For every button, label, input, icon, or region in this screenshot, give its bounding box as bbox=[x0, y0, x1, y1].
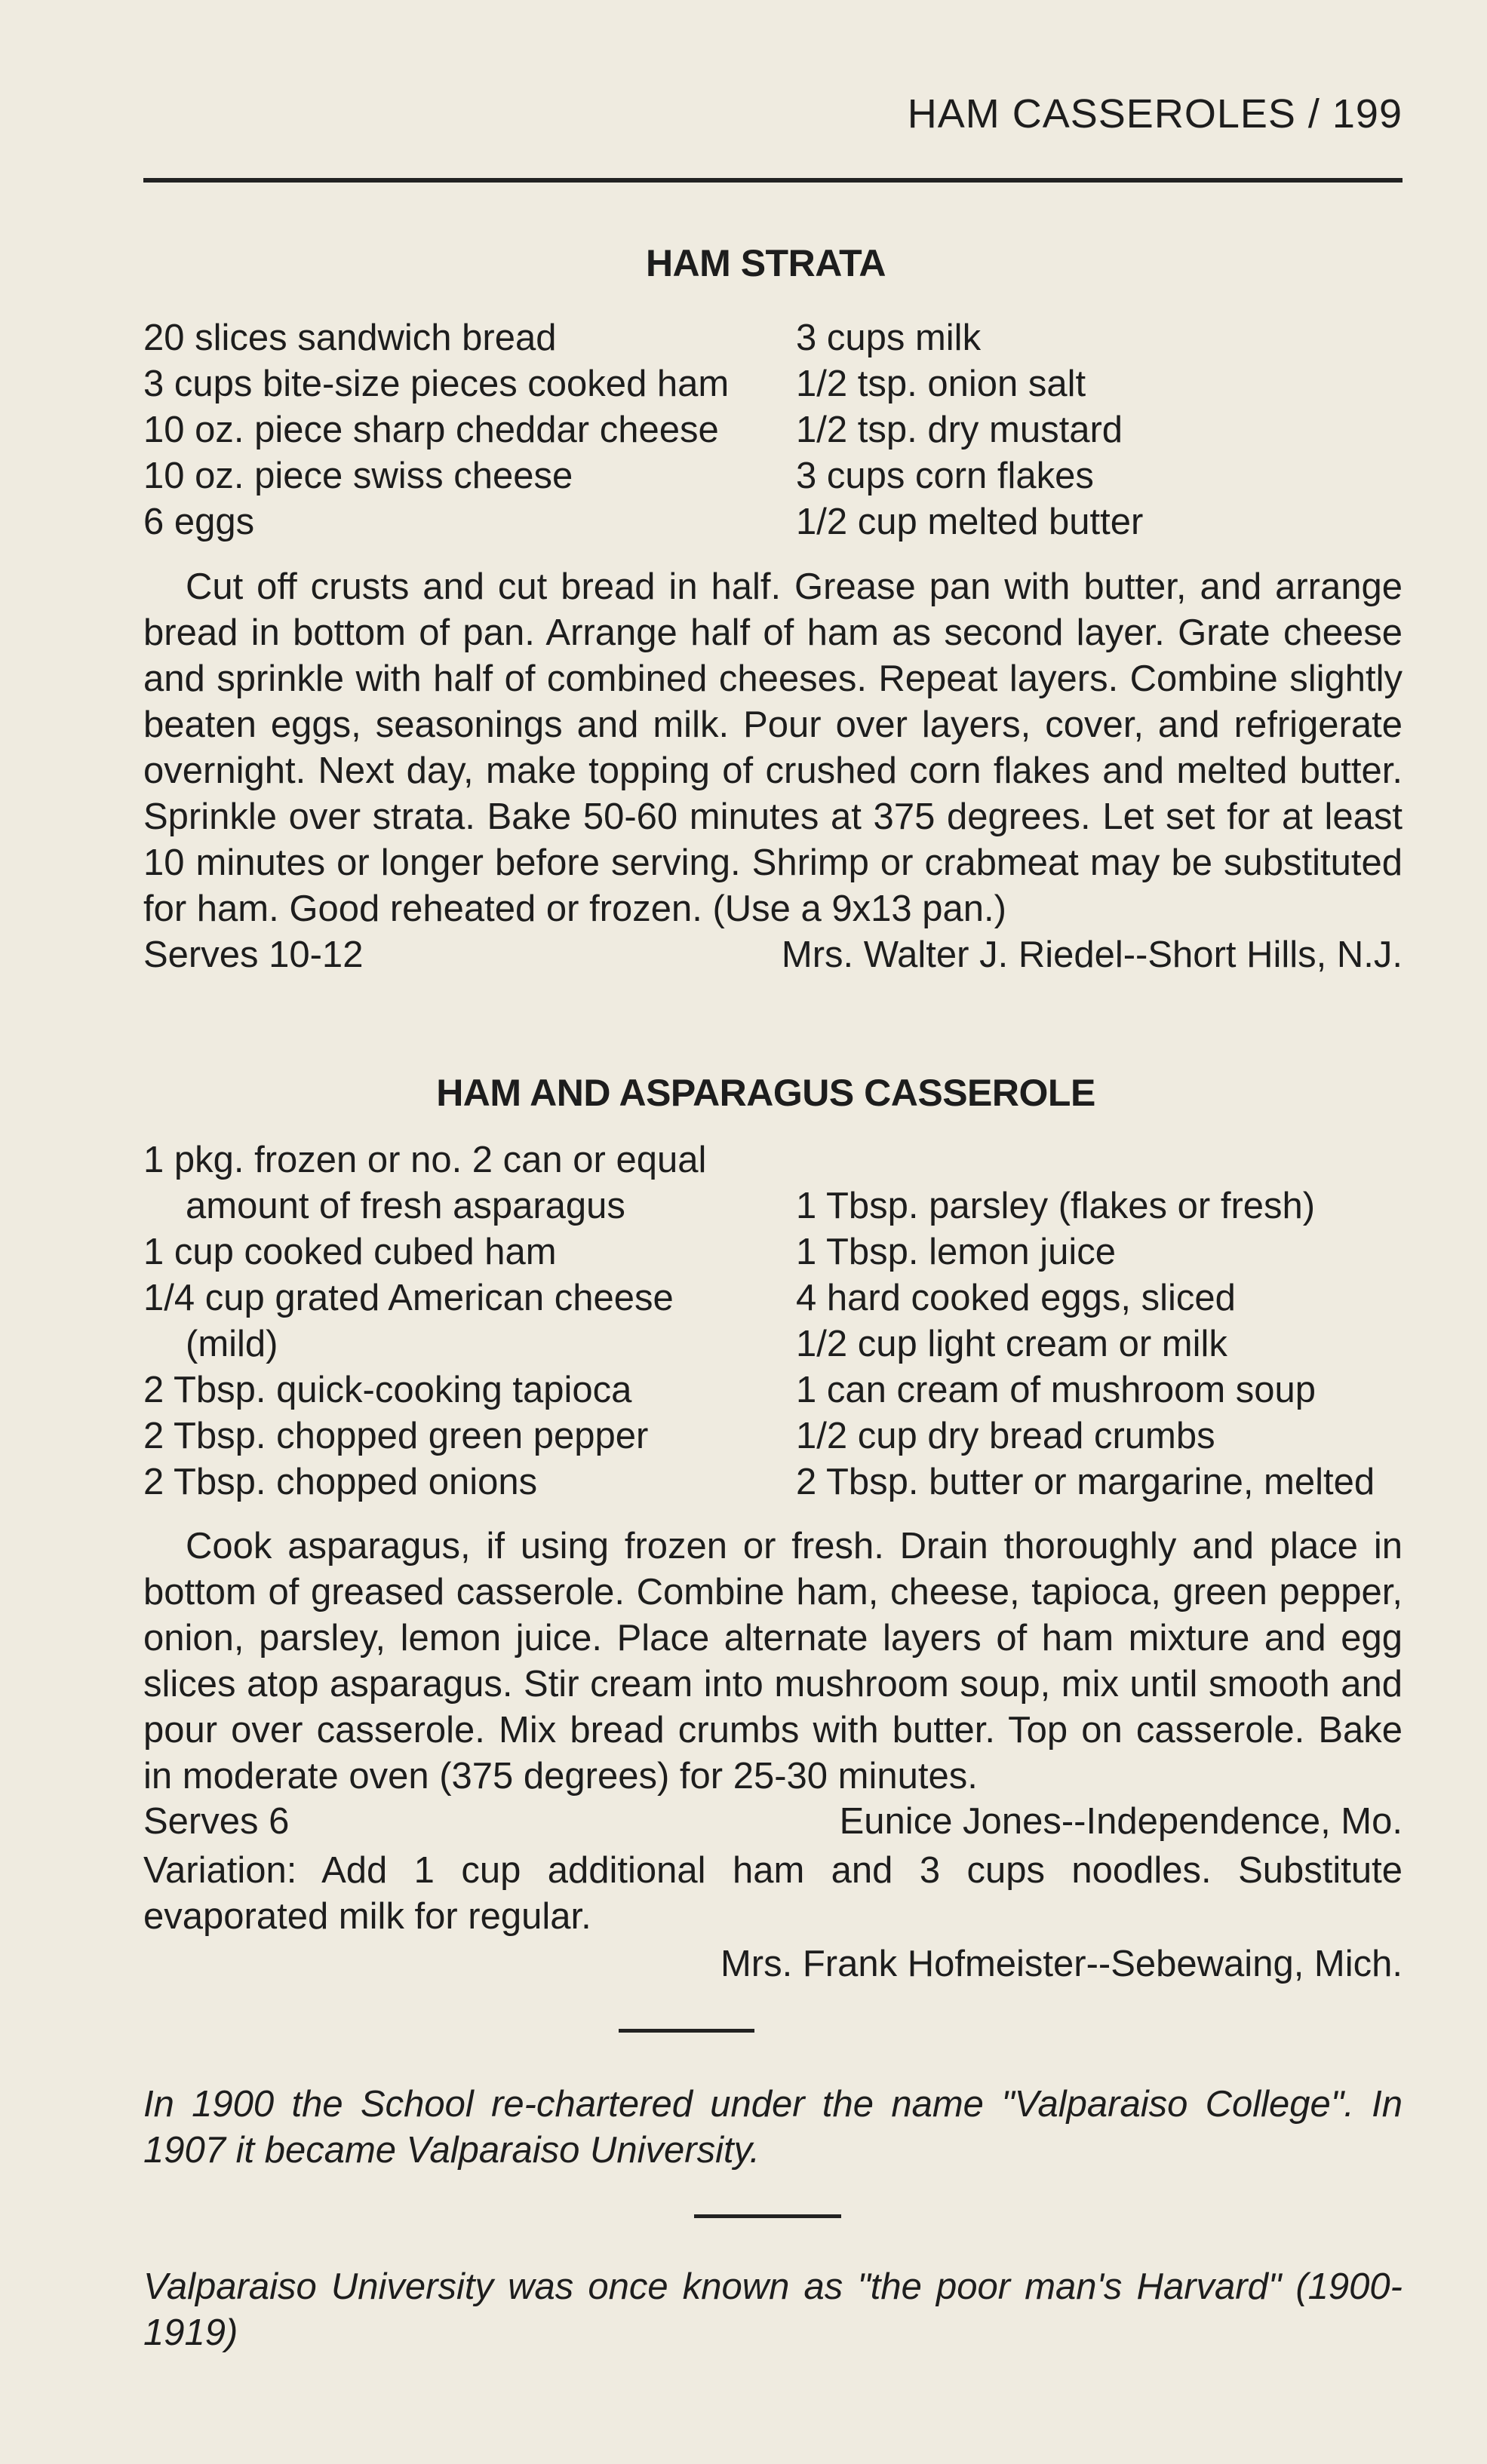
ingredient: 2 Tbsp. butter or margarine, melted bbox=[796, 1462, 1375, 1502]
ingredient: 4 hard cooked eggs, sliced bbox=[796, 1278, 1236, 1318]
variation-contributor: Mrs. Frank Hofmeister--Sebewaing, Mich. bbox=[720, 1944, 1403, 1984]
history-note-2: Valparaiso University was once known as "the poor man's Harvard" (1900-1919) bbox=[143, 2266, 1403, 2353]
ingredient: 1/2 cup dry bread crumbs bbox=[796, 1416, 1215, 1456]
serves: Serves 10-12 bbox=[143, 934, 364, 975]
ingredient: 1 cup cooked cubed ham bbox=[143, 1232, 557, 1272]
ingredients-right-strata bbox=[796, 315, 1143, 545]
ingredient: 3 cups bite-size pieces cooked ham bbox=[143, 364, 730, 404]
ingredient: 2 Tbsp. quick-cooking tapioca bbox=[143, 1370, 632, 1410]
history-note-1: In 1900 the School re-chartered under the name "Valparaiso College". In 1907 it became Valparaiso University. bbox=[143, 2084, 1403, 2171]
ingredient: 1 can cream of mushroom soup bbox=[796, 1370, 1316, 1410]
variation bbox=[143, 1848, 1403, 1940]
header-rule bbox=[143, 178, 1403, 183]
ingredient: 10 oz. piece swiss cheese bbox=[143, 456, 573, 496]
ingredient: 10 oz. piece sharp cheddar cheese bbox=[143, 410, 719, 450]
ingredients-left-asparagus bbox=[143, 1137, 706, 1505]
ingredient: 2 Tbsp. chopped onions bbox=[143, 1462, 538, 1502]
ingredients-right-asparagus bbox=[796, 1183, 1375, 1505]
ingredient: 2 Tbsp. chopped green pepper bbox=[143, 1416, 649, 1456]
signature-line-asparagus bbox=[143, 1799, 1403, 1845]
recipe-title-ham-strata: HAM STRATA bbox=[645, 242, 886, 284]
contributor: Eunice Jones--Independence, Mo. bbox=[839, 1801, 1403, 1842]
page-header: HAM CASSEROLES / 199 bbox=[907, 91, 1403, 137]
ingredient: 20 slices sandwich bread bbox=[143, 318, 557, 358]
ingredient: 6 eggs bbox=[143, 502, 255, 542]
section-divider bbox=[694, 2214, 841, 2218]
variation-text: Variation: Add 1 cup additional ham and 3 cups noodles. Substitute evaporated milk for regular. bbox=[143, 1850, 1403, 1937]
ingredient: 1/4 cup grated American cheese bbox=[143, 1278, 674, 1318]
contributor: Mrs. Walter J. Riedel--Short Hills, N.J. bbox=[781, 934, 1403, 975]
directions-asparagus bbox=[143, 1524, 1403, 1800]
directions-text: Cook asparagus, if using frozen or fresh. Drain thoroughly and place in bottom of greased casserole. Combine ham, cheese, tapioca, green pepper, onion, parsley, lemon juice. Place alternate layers of ham mixture and egg slices atop asparagus. Stir cream into mushroom soup, mix until smooth and pour over casserole. Mix bread crumbs with butter. Top on casserole. Bake in moderate oven (375 degrees) for 25-30 minutes. bbox=[143, 1526, 1403, 1797]
ingredient: 1/2 tsp. dry mustard bbox=[796, 410, 1123, 450]
ingredient: 3 cups corn flakes bbox=[796, 456, 1094, 496]
directions-text: Cut off crusts and cut bread in half. Grease pan with butter, and arrange bread in bottom of pan. Arrange half of ham as second layer. Grate cheese and sprinkle with half of combined cheeses. Repeat layers. Combine slightly beaten eggs, seasonings and milk. Pour over layers, cover, and refrigerate overnight. Next day, make topping of crushed corn flakes and melted butter. Sprinkle over strata. Bake 50-60 minutes at 375 degrees. Let set for at least 10 minutes or longer before serving. Shrimp or crabmeat may be substituted for ham. Good reheated or frozen. (Use a 9x13 pan.) bbox=[143, 566, 1403, 929]
recipe-title-ham-asparagus: HAM AND ASPARAGUS CASSEROLE bbox=[436, 1072, 1095, 1114]
ingredient: amount of fresh asparagus bbox=[186, 1186, 625, 1226]
ingredient: 3 cups milk bbox=[796, 318, 982, 358]
ingredients-left-strata bbox=[143, 315, 729, 545]
ingredient: 1 Tbsp. lemon juice bbox=[796, 1232, 1116, 1272]
ingredient: (mild) bbox=[186, 1324, 278, 1364]
signature-line-strata bbox=[143, 932, 1403, 978]
section-divider bbox=[619, 2029, 754, 2033]
ingredient: 1/2 cup melted butter bbox=[796, 502, 1144, 542]
ingredient: 1 pkg. frozen or no. 2 can or equal bbox=[143, 1140, 707, 1180]
ingredient: 1/2 cup light cream or milk bbox=[796, 1324, 1227, 1364]
serves: Serves 6 bbox=[143, 1801, 290, 1842]
ingredient: 1/2 tsp. onion salt bbox=[796, 364, 1086, 404]
directions-strata bbox=[143, 564, 1403, 932]
ingredient: 1 Tbsp. parsley (flakes or fresh) bbox=[796, 1186, 1316, 1226]
